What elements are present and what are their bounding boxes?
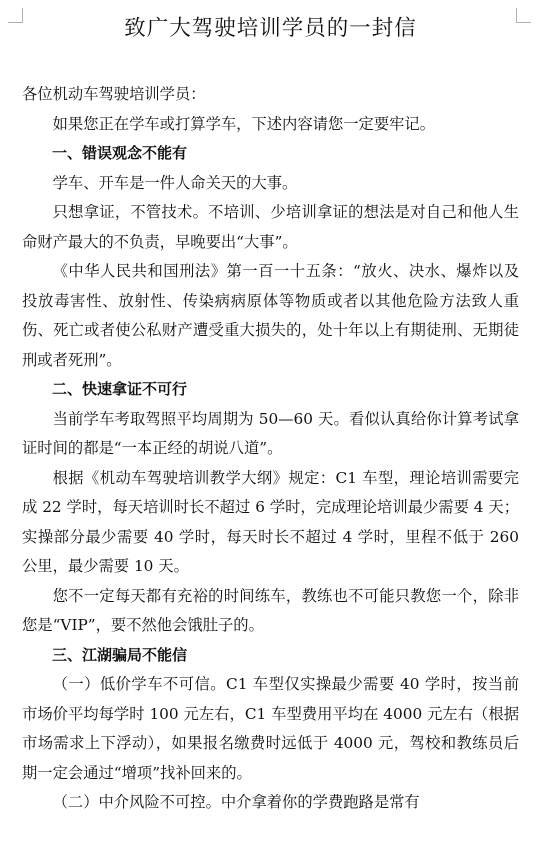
section-1-paragraph-2: 只想拿证，不管技术。不培训、少培训拿证的想法是对自己和他人生命财产最大的不负责，早晚要出“大事”。	[22, 203, 519, 251]
section-2-heading: 二、快速拿证不可行	[52, 380, 188, 398]
intro-paragraph: 如果您正在学车或打算学车，下述内容请您一定要牢记。	[52, 114, 436, 133]
section-2-paragraph-3: 您不一定每天都有充裕的时间练车，教练也不可能只教您一个，除非您是“VIP”，要不然他会饿肚子的。	[22, 586, 519, 634]
section-3-paragraph-1: （一）低价学车不可信。C1 车型仅实操最少需要 40 学时，按当前市场价平均每学时 100 元左右，C1 车型费用平均在 4000 元左右（根据市场需求上下浮动），如果报名缴费时远低于 4000 元，驾校和教练员后期一定会通过“增项”找补回来的。	[22, 675, 519, 782]
document-page	[22, 0, 519, 818]
page-corner-mark-top-left	[8, 8, 23, 23]
section-3-paragraph-2: （二）中介风险不可控。中介拿着你的学费跑路是常有	[52, 793, 420, 811]
document-title: 致广大驾驶培训学员的一封信	[124, 16, 417, 41]
salutation: 各位机动车驾驶培训学员：	[22, 85, 206, 103]
section-1-heading: 一、错误观念不能有	[52, 144, 188, 162]
section-1-paragraph-3: 《中华人民共和国刑法》第一百一十五条：“放火、决水、爆炸以及投放毒害性、放射性、传染病病原体等物质或者以其他危险方法致人重伤、死亡或者使公私财产遭受重大损失的，处十年以上有期徒刑、无期徒刑或者死刑”。	[22, 262, 519, 369]
section-2-paragraph-2: 根据《机动车驾驶培训教学大纲》规定：C1 车型，理论培训需要完成 22 学时，每天培训时长不超过 6 学时，完成理论培训最少需要 4 天；实操部分最少需要 40 学时，每天时长不超过 4 学时，里程不低于 260 公里，最少需要 10 天。	[22, 468, 519, 575]
document-body	[22, 80, 519, 818]
section-2-paragraph-1: 当前学车考取驾照平均周期为 50—60 天。看似认真给你计算考试拿证时间的都是“一本正经的胡说八道”。	[22, 409, 519, 457]
section-3-heading: 三、江湖骗局不能信	[52, 645, 188, 664]
section-1-paragraph-1: 学车、开车是一件人命关天的大事。	[52, 173, 298, 192]
